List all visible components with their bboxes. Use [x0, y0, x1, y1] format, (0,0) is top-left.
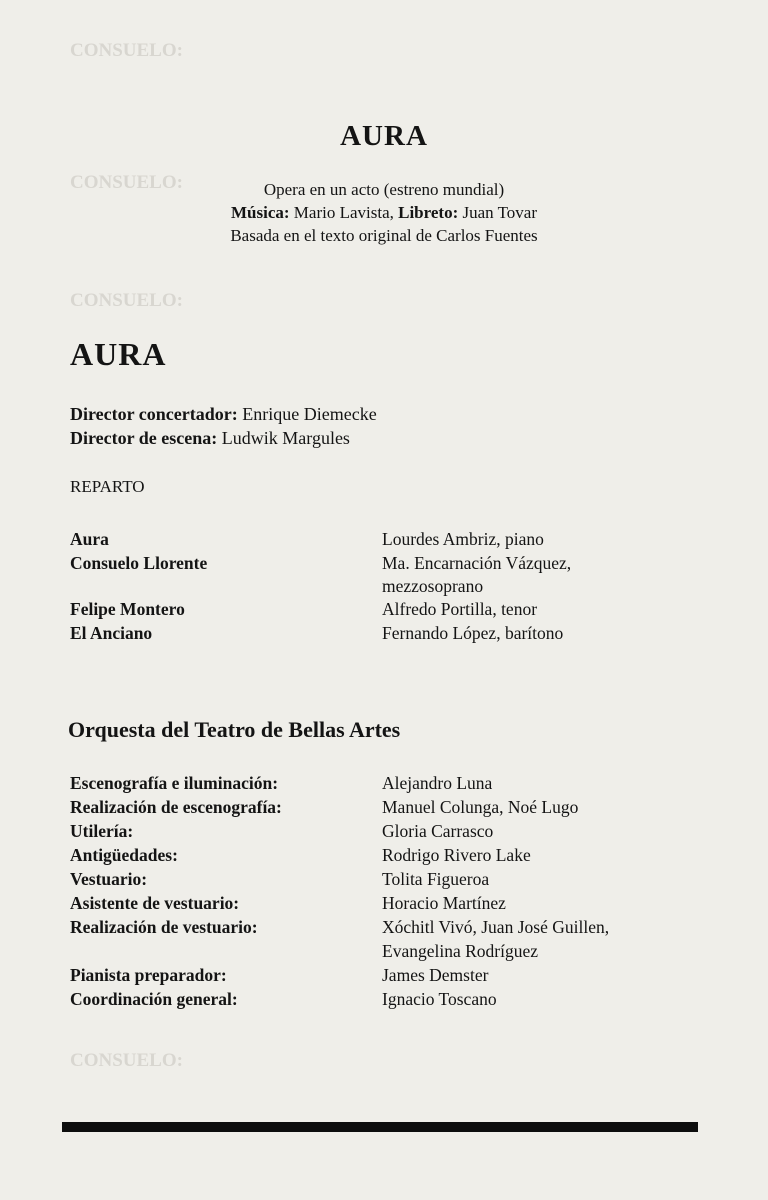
cast-performer: mezzosoprano	[382, 576, 484, 596]
crew-name: Manuel Colunga, Noé Lugo	[382, 797, 579, 817]
director-label: Director de escena:	[70, 428, 218, 448]
libretto-value: Juan Tovar	[462, 203, 538, 222]
crew-name: James Demster	[382, 965, 489, 985]
bleed-through-text: CONSUELO:	[70, 172, 183, 193]
director-row	[70, 428, 350, 449]
cast-performer: Ma. Encarnación Vázquez,	[382, 553, 572, 573]
section-title: AURA	[70, 336, 167, 372]
director-value: Enrique Diemecke	[242, 404, 377, 424]
cast-heading: REPARTO	[70, 477, 145, 496]
crew-name: Ignacio Toscano	[382, 989, 497, 1009]
crew-name: Rodrigo Rivero Lake	[382, 845, 531, 865]
music-libretto-credits	[0, 203, 768, 223]
music-label: Música:	[230, 203, 290, 222]
music-value: Mario Lavista,	[293, 203, 394, 222]
cast-performer: Lourdes Ambriz, piano	[382, 529, 544, 549]
bleed-through-text: CONSUELO:	[70, 1050, 183, 1071]
crew-role: Escenografía e iluminación:	[70, 773, 279, 793]
director-row	[70, 404, 377, 425]
crew-name: Evangelina Rodríguez	[382, 941, 538, 961]
orchestra-title: Orquesta del Teatro de Bellas Artes	[68, 717, 401, 742]
crew-name: Gloria Carrasco	[382, 821, 494, 841]
director-value: Ludwik Margules	[221, 428, 350, 448]
crew-role: Asistente de vestuario:	[70, 893, 240, 913]
crew-role: Pianista preparador:	[70, 965, 227, 985]
crew-role: Realización de escenografía:	[70, 797, 282, 817]
cast-role: El Anciano	[70, 623, 153, 643]
bleed-through-text: CONSUELO:	[70, 40, 183, 61]
crew-name: Tolita Figueroa	[382, 869, 490, 889]
opera-title: AURA	[340, 120, 428, 152]
crew-role: Utilería:	[70, 821, 134, 841]
director-label: Director concertador:	[70, 404, 238, 424]
based-on-line: Basada en el texto original de Carlos Fuentes	[230, 226, 538, 245]
crew-name: Horacio Martínez	[382, 893, 506, 913]
crew-role: Realización de vestuario:	[70, 917, 258, 937]
crew-role: Coordinación general:	[70, 989, 238, 1009]
cast-role: Felipe Montero	[70, 599, 185, 619]
crew-role: Vestuario:	[70, 869, 148, 889]
crew-role: Antigüedades:	[70, 845, 178, 865]
bleed-through-text: CONSUELO:	[70, 290, 183, 311]
footer-rule	[62, 1122, 698, 1132]
cast-performer: Alfredo Portilla, tenor	[382, 599, 538, 619]
libretto-label: Libreto:	[398, 203, 459, 222]
cast-role: Consuelo Llorente	[70, 553, 208, 573]
cast-role: Aura	[70, 529, 109, 549]
crew-name: Alejandro Luna	[382, 773, 493, 793]
crew-name: Xóchitl Vivó, Juan José Guillen,	[382, 917, 610, 937]
cast-performer: Fernando López, barítono	[382, 623, 564, 643]
opera-subtitle: Opera en un acto (estreno mundial)	[263, 180, 505, 199]
